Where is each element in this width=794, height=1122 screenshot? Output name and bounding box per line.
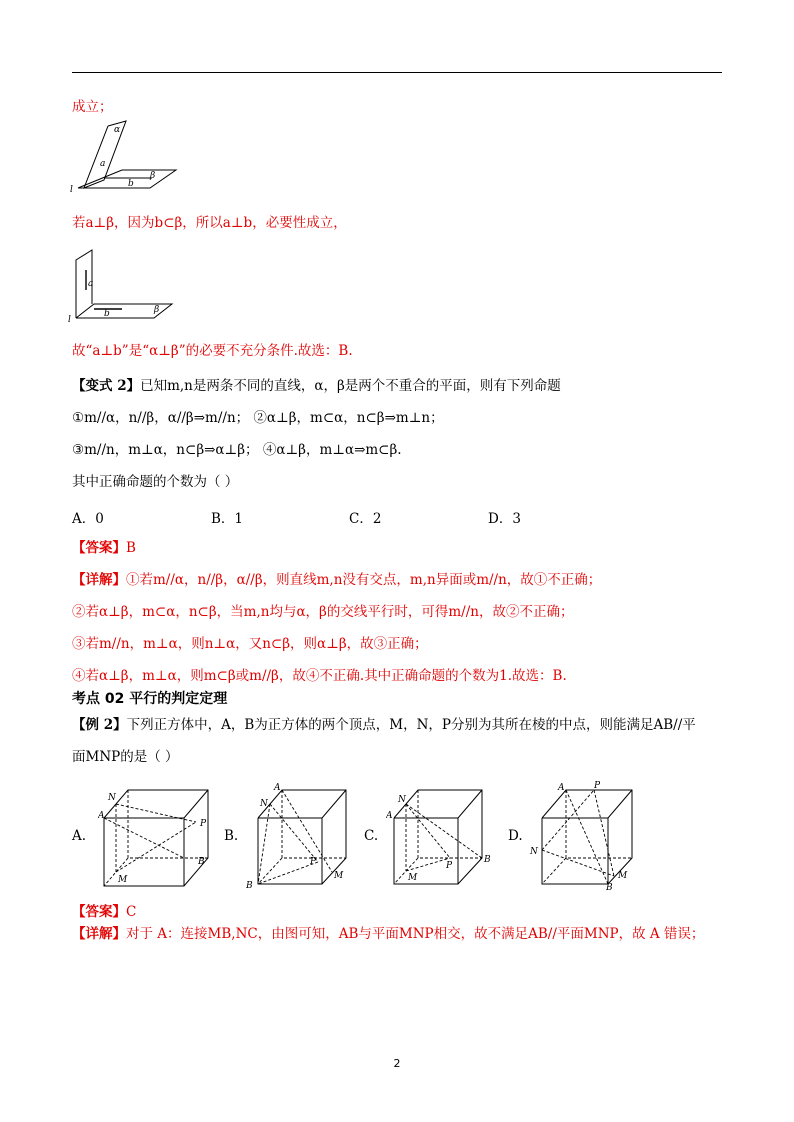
cube-a-label-P: P bbox=[200, 819, 207, 829]
cube-a-label-A: A bbox=[98, 811, 105, 821]
explain-line-4: ④若α⊥β，m⊥α，则m⊂β或m//β，故④不正确.其中正确命题的个数为1.故选：B. bbox=[72, 668, 567, 684]
fig2-label-a: a bbox=[88, 279, 94, 289]
explain-tag: 【详解】 bbox=[72, 572, 126, 588]
fig1-label-b: b bbox=[128, 179, 134, 189]
cube-c-label-A: A bbox=[386, 811, 393, 821]
cube-d-label-P: P bbox=[594, 781, 601, 791]
cube-a-label-B: B bbox=[198, 857, 205, 867]
fig2-label-b: b bbox=[104, 309, 110, 319]
cube-b-figure bbox=[246, 778, 356, 890]
cube-a-figure bbox=[98, 778, 218, 890]
text-line-5: ①m//α，n//β，α//β⇒m//n； ②α⊥β，m⊂α，n⊂β⇒m⊥n； bbox=[72, 410, 444, 426]
cube-d-label-B: B bbox=[606, 883, 613, 890]
cube-b-label-P: P bbox=[310, 857, 317, 867]
example-tag: 【例 2】 bbox=[72, 717, 127, 733]
choice-b: B．1 bbox=[211, 511, 244, 527]
explain2-tag: 【详解】 bbox=[72, 926, 126, 942]
text-line-3: 故“a⊥b”是“α⊥β”的必要不充分条件.故选：B. bbox=[72, 343, 353, 359]
fig1-label-a: a bbox=[100, 159, 106, 169]
planes-figure-2 bbox=[68, 246, 178, 324]
cube-b-label-A: A bbox=[274, 783, 281, 793]
example-line-2: 面MNP的是（ ） bbox=[72, 749, 179, 765]
explain-text-1: ①若m//α，n//β，α//β，则直线m,n没有交点，m,n异面或m//n，故①不正确； bbox=[126, 572, 602, 588]
cube-c-label-M: M bbox=[408, 873, 418, 883]
choice-c: C．2 bbox=[349, 511, 382, 527]
cube-d-label: D. bbox=[508, 828, 523, 844]
explain2-text: 对于 A：连接MB,NC，由图可知，AB与平面MNP相交，故不满足AB//平面MNP，故 A 错误； bbox=[126, 926, 705, 942]
fig1-label-beta: β bbox=[150, 171, 156, 181]
answer2-value: C bbox=[126, 904, 137, 920]
text-line-4 bbox=[72, 377, 561, 395]
text-line-6: ③m//n，m⊥α，n⊂β⇒α⊥β； ④α⊥β，m⊥α⇒m⊂β. bbox=[72, 442, 402, 458]
explain-line-2: ②若α⊥β，m⊂α，n⊂β，当m,n均与α，β的交线平行时，可得m//n，故②不正确； bbox=[72, 604, 574, 620]
cube-d-label-N: N bbox=[530, 847, 538, 857]
answer-line-1 bbox=[72, 539, 136, 557]
cube-a-label-N: N bbox=[108, 793, 116, 803]
explain-line-3: ③若m//n，m⊥α，则n⊥α，又n⊂β，则α⊥β，故③正确； bbox=[72, 636, 428, 652]
cube-b-label-M: M bbox=[334, 871, 344, 881]
cube-b-label: B. bbox=[224, 828, 239, 844]
answer-tag: 【答案】 bbox=[72, 540, 126, 556]
cube-c-label-P: P bbox=[446, 861, 453, 871]
planes-figure-1 bbox=[70, 118, 180, 198]
text-line-2: 若a⊥β，因为b⊂β，所以a⊥b，必要性成立， bbox=[72, 215, 347, 231]
variant-tag: 【变式 2】 bbox=[72, 378, 141, 394]
section-heading: 考点 02 平行的判定定理 bbox=[72, 691, 228, 707]
fig2-label-beta: β bbox=[154, 305, 160, 315]
cube-c-label-N: N bbox=[398, 795, 406, 805]
text-line-1: 成立； bbox=[72, 99, 113, 115]
cube-c-figure bbox=[386, 778, 496, 890]
cube-a-label-M: M bbox=[118, 875, 128, 885]
page-number: 2 bbox=[393, 1057, 401, 1070]
fig1-label-alpha: α bbox=[114, 125, 121, 135]
fig2-label-l: l bbox=[68, 315, 71, 324]
header-rule bbox=[72, 72, 722, 73]
cube-b-label-B: B bbox=[246, 881, 253, 890]
example-question: 下列正方体中，A，B为正方体的两个顶点，M，N，P分别为其所在棱的中点，则能满足AB//平 bbox=[126, 717, 696, 733]
variant-question: 已知m,n是两条不同的直线，α，β是两个不重合的平面，则有下列命题 bbox=[140, 378, 561, 394]
explain2-line-1 bbox=[72, 925, 704, 943]
answer-value: B bbox=[126, 540, 136, 556]
choice-a: A．0 bbox=[72, 511, 104, 527]
cube-a-label: A. bbox=[72, 828, 87, 844]
cube-b-label-N: N bbox=[260, 799, 268, 809]
cube-c-label-B: B bbox=[484, 855, 491, 865]
cube-d-label-M: M bbox=[618, 871, 628, 881]
explain-line-1 bbox=[72, 571, 601, 589]
answer-line-2 bbox=[72, 903, 136, 921]
fig1-label-l: l bbox=[70, 185, 73, 195]
cube-c-label: C. bbox=[364, 828, 379, 844]
cube-d-label-A: A bbox=[558, 783, 565, 793]
example-line-1 bbox=[72, 716, 696, 734]
choice-d: D．3 bbox=[488, 511, 521, 527]
answer2-tag: 【答案】 bbox=[72, 904, 126, 920]
cube-d-figure bbox=[528, 778, 640, 890]
text-line-7: 其中正确命题的个数为（ ） bbox=[72, 474, 239, 490]
